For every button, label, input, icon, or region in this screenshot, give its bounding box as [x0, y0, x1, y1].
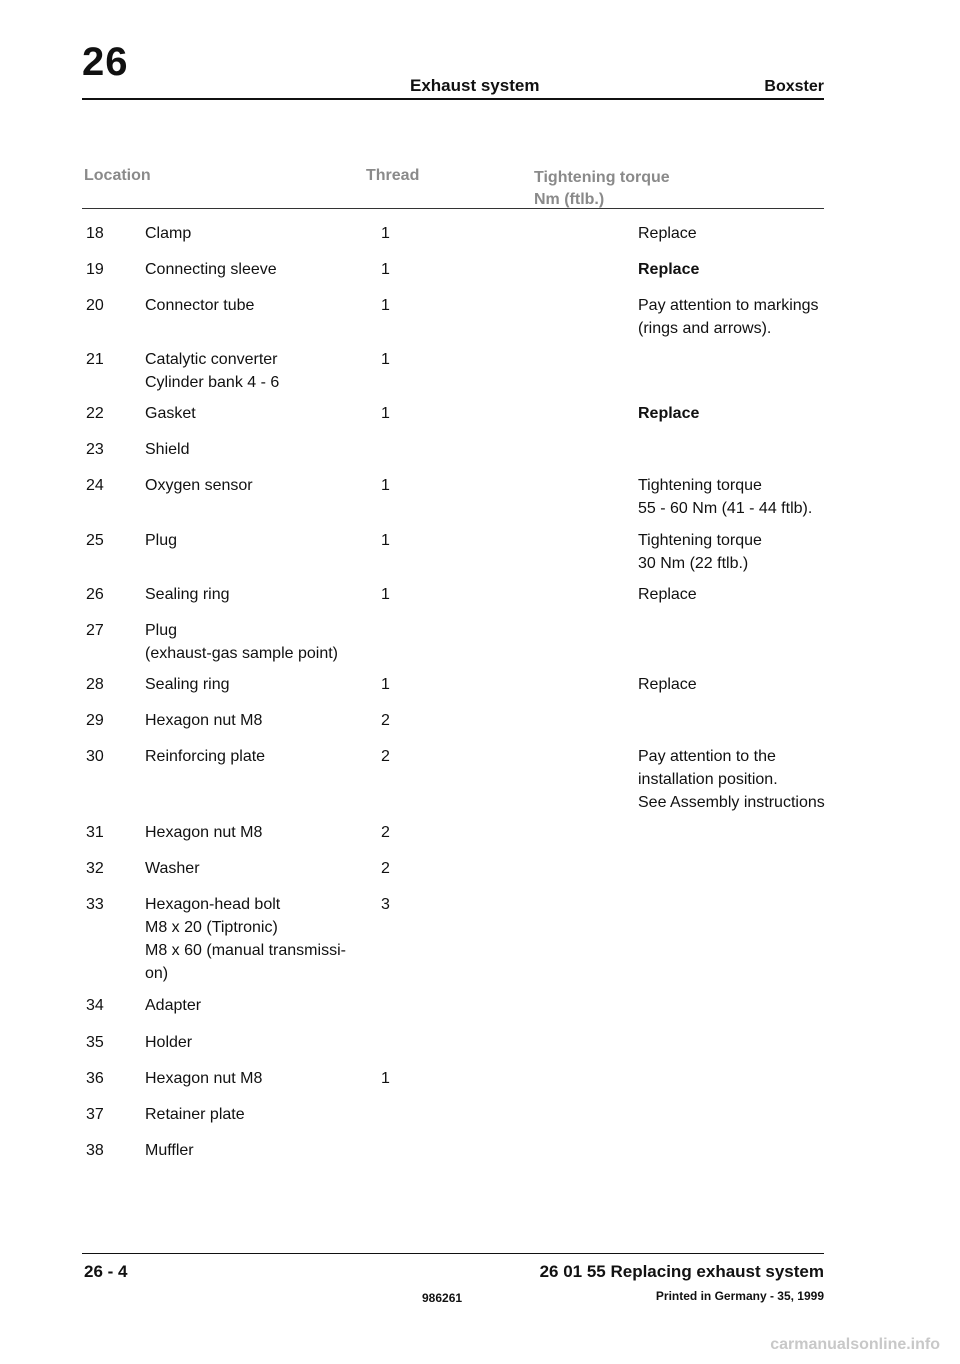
item-number: 25 — [86, 532, 104, 549]
item-thread: 1 — [381, 532, 390, 549]
item-name — [145, 893, 350, 985]
item-name — [145, 258, 350, 281]
item-name-line: Gasket — [145, 405, 196, 422]
page-number: 26 - 4 — [84, 1262, 128, 1281]
item-name-line: Catalytic converter — [145, 351, 278, 368]
item-name-line: Sealing ring — [145, 676, 230, 693]
item-name — [145, 1139, 350, 1162]
item-name — [145, 438, 350, 461]
item-number: 29 — [86, 712, 104, 729]
item-remark-line: (rings and arrows). — [638, 320, 772, 337]
column-header-thread: Thread — [366, 167, 420, 184]
item-thread: 1 — [381, 261, 390, 278]
item-number: 31 — [86, 824, 104, 841]
item-name-line: Hexagon nut M8 — [145, 1070, 263, 1087]
item-number: 30 — [86, 748, 104, 765]
item-remark-line: Pay attention to markings — [638, 297, 819, 314]
item-name — [145, 1031, 350, 1054]
item-remark — [638, 529, 838, 575]
item-remark-line: See Assembly instructions — [638, 794, 825, 811]
item-name — [145, 474, 350, 497]
item-number: 34 — [86, 997, 104, 1014]
column-header-torque-line1: Tightening torque — [534, 169, 670, 186]
item-name-line: Retainer plate — [145, 1106, 245, 1123]
item-number: 38 — [86, 1142, 104, 1159]
item-name-line: Muffler — [145, 1142, 194, 1159]
item-remark — [638, 745, 838, 814]
item-name — [145, 294, 350, 317]
item-thread: 2 — [381, 748, 390, 765]
item-remark-line: Replace — [638, 261, 700, 278]
item-name-line: on) — [145, 965, 169, 982]
item-name-line: Hexagon nut M8 — [145, 824, 263, 841]
item-number: 24 — [86, 477, 104, 494]
item-name-line: Oxygen sensor — [145, 477, 253, 494]
watermark: carmanualsonline.info — [770, 1336, 940, 1353]
item-thread: 1 — [381, 405, 390, 422]
footer-divider — [82, 1253, 824, 1254]
item-remark-line: Replace — [638, 225, 697, 242]
item-thread: 1 — [381, 351, 390, 368]
item-remark-line: Replace — [638, 586, 697, 603]
item-name — [145, 821, 350, 844]
item-name-line: M8 x 60 (manual transmissi- — [145, 942, 346, 959]
item-name — [145, 709, 350, 732]
item-name-line: Washer — [145, 860, 200, 877]
item-name-line: M8 x 20 (Tiptronic) — [145, 919, 278, 936]
item-remark-line: Tightening torque — [638, 477, 762, 494]
item-thread: 2 — [381, 824, 390, 841]
item-name — [145, 745, 350, 768]
item-name — [145, 619, 350, 665]
item-thread: 1 — [381, 297, 390, 314]
item-remark — [638, 258, 838, 281]
column-header-location: Location — [84, 167, 151, 184]
document-code: 986261 — [422, 1291, 463, 1305]
item-remark — [638, 474, 838, 520]
item-remark — [638, 673, 838, 696]
item-number: 26 — [86, 586, 104, 603]
item-number: 18 — [86, 225, 104, 242]
item-name-line: Hexagon nut M8 — [145, 712, 263, 729]
item-name-line: Connecting sleeve — [145, 261, 277, 278]
item-remark — [638, 294, 838, 340]
item-name-line: Plug — [145, 622, 178, 639]
item-number: 22 — [86, 405, 104, 422]
item-number: 33 — [86, 896, 104, 913]
print-info: Printed in Germany - 35, 1999 — [655, 1289, 824, 1303]
item-number: 21 — [86, 351, 104, 368]
item-name — [145, 857, 350, 880]
chapter-number: 26 — [82, 40, 129, 84]
item-name-line: Cylinder bank 4 - 6 — [145, 374, 280, 391]
item-thread: 2 — [381, 712, 390, 729]
item-thread: 1 — [381, 477, 390, 494]
item-name-line: Shield — [145, 441, 190, 458]
item-number: 19 — [86, 261, 104, 278]
item-remark-line: installation position. — [638, 771, 778, 788]
page-title: Exhaust system — [410, 76, 540, 95]
item-name-line: Connector tube — [145, 297, 255, 314]
column-header-torque-line2: Nm (ftlb.) — [534, 191, 605, 208]
item-name — [145, 348, 350, 394]
item-name — [145, 1103, 350, 1126]
item-name — [145, 222, 350, 245]
item-thread: 1 — [381, 586, 390, 603]
item-number: 36 — [86, 1070, 104, 1087]
item-remark — [638, 222, 838, 245]
item-remark-line: 30 Nm (22 ftlb.) — [638, 555, 749, 572]
item-name — [145, 994, 350, 1017]
item-number: 37 — [86, 1106, 104, 1123]
section-title: 26 01 55 Replacing exhaust system — [539, 1262, 824, 1281]
item-remark-line: Replace — [638, 676, 697, 693]
item-name-line: Holder — [145, 1034, 193, 1051]
item-name-line: Reinforcing plate — [145, 748, 266, 765]
item-name — [145, 673, 350, 696]
item-remark — [638, 583, 838, 606]
item-number: 28 — [86, 676, 104, 693]
item-remark-line: Tightening torque — [638, 532, 762, 549]
item-number: 20 — [86, 297, 104, 314]
item-name-line: Clamp — [145, 225, 192, 242]
item-number: 35 — [86, 1034, 104, 1051]
item-thread: 1 — [381, 225, 390, 242]
item-remark-line: 55 - 60 Nm (41 - 44 ftlb). — [638, 500, 813, 517]
item-remark-line: Replace — [638, 405, 700, 422]
item-name — [145, 402, 350, 425]
item-thread: 1 — [381, 676, 390, 693]
model-name: Boxster — [764, 78, 824, 95]
item-thread: 3 — [381, 896, 390, 913]
item-number: 23 — [86, 441, 104, 458]
item-name — [145, 1067, 350, 1090]
item-thread: 2 — [381, 860, 390, 877]
item-name-line: Adapter — [145, 997, 202, 1014]
item-number: 27 — [86, 622, 104, 639]
item-number: 32 — [86, 860, 104, 877]
item-thread: 1 — [381, 1070, 390, 1087]
item-name — [145, 529, 350, 552]
item-name-line: Plug — [145, 532, 178, 549]
item-name — [145, 583, 350, 606]
item-remark-line: Pay attention to the — [638, 748, 776, 765]
item-remark — [638, 402, 838, 425]
item-name-line: (exhaust-gas sample point) — [145, 645, 338, 662]
item-name-line: Hexagon-head bolt — [145, 896, 281, 913]
item-name-line: Sealing ring — [145, 586, 230, 603]
